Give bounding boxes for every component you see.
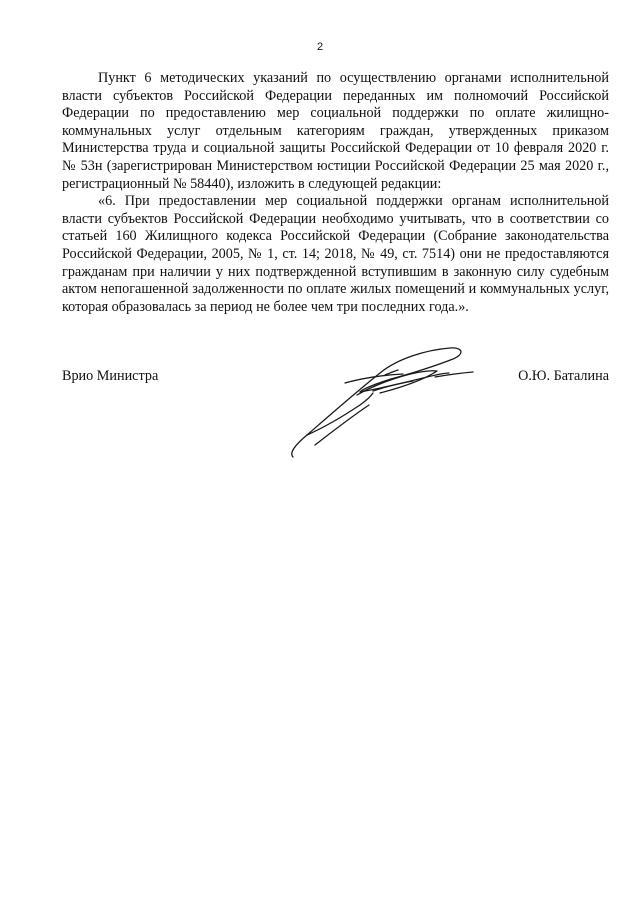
handwritten-signature	[285, 345, 480, 460]
paragraph-amendment-text: «6. При предоставлении мер социальной поддержки органам исполнительной власти субъектов Российской Федерации необходимо учитывать, что в соответствии со статьей 160 Жилищного кодекса Российской Федерации (Собрание законодательства Российской Федерации, 2005, № 1, ст. 14; 2018, № 49, ст. 7514) они не предоставляются гражданам при наличии у них подтвержденной вступившим в законную силу судебным актом непогашенной задолженности по оплате жилых помещений и коммунальных услуг, которая образовалась за период не более чем три последних года.».	[62, 193, 609, 315]
document-body	[62, 70, 609, 316]
page-number: 2	[316, 41, 324, 53]
signature-block	[62, 368, 609, 392]
signatory-name: О.Ю. Баталина	[518, 368, 609, 384]
paragraph-amendment-intro: Пункт 6 методических указаний по осуществлению органами исполнительной власти субъектов Российской Федерации переданных им полномочий Российской Федерации по предоставлению мер социальной поддержки по оплате жилищно-коммунальных услуг отдельным категориям граждан, утвержденных приказом Министерства труда и социальной защиты Российской Федерации от 10 февраля 2020 г. № 53н (зарегистрирован Министерством юстиции Российской Федерации 25 мая 2020 г., регистрационный № 58440), изложить в следующей редакции:	[62, 70, 609, 192]
signatory-title: Врио Министра	[62, 368, 159, 384]
